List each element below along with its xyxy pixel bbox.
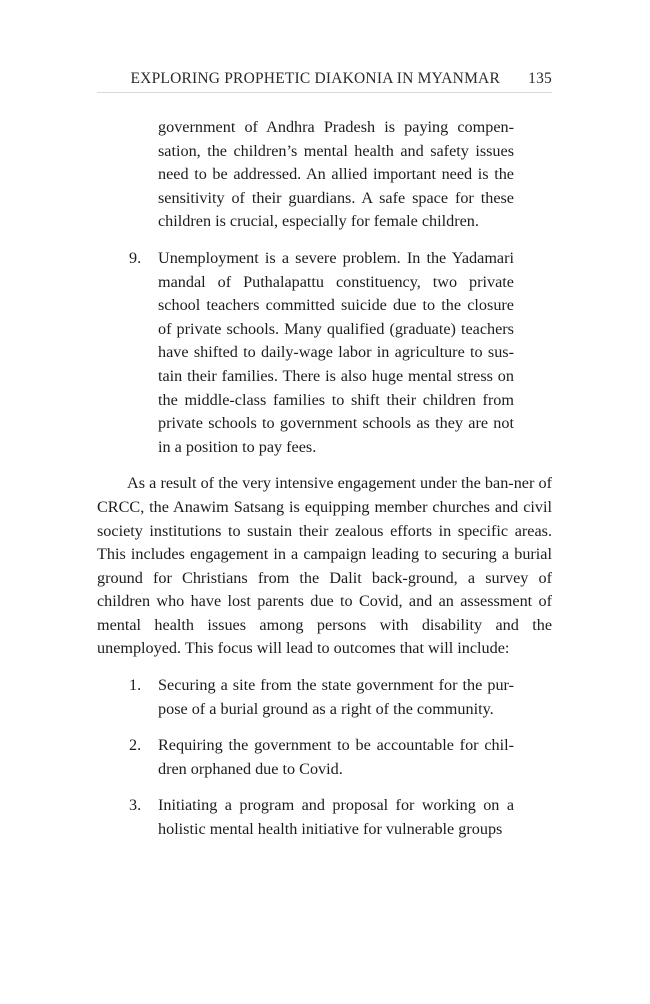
list-item-number: 9. (129, 248, 142, 267)
outcome-item-2 (97, 734, 514, 781)
outcome-item-3 (97, 794, 514, 841)
list-item-number: 1. (129, 676, 142, 695)
list-item-text: Initiating a program and proposal for working on a holistic mental health initiative for vulnerable groups (158, 796, 514, 839)
running-header (97, 68, 552, 93)
list-item-text: Requiring the government to be accountable for chil-dren orphaned due to Covid. (158, 736, 514, 778)
list-item-9 (97, 247, 514, 459)
page-body (97, 116, 552, 842)
list-item-text: Securing a site from the state government for the pur-pose of a burial ground as a right of the community. (158, 676, 514, 718)
list-item-continuation (97, 116, 514, 234)
outcome-item-1 (97, 674, 514, 721)
list-item-number: 3. (129, 796, 142, 815)
list-item-text: Unemployment is a severe problem. In the Yadamari mandal of Puthalapattu constituency, two private school teachers committed suicide due to the closure of private schools. Many qualified (graduate) teachers have shifted to daily-wage labor in agriculture to sus-tain their families. There is also huge mental stress on the middle-class families to shift their children from private schools to government schools as they are not in a position to pay fees. (158, 248, 514, 456)
running-title: EXPLORING PROPHETIC DIAKONIA IN MYANMAR (130, 70, 500, 87)
list-item-text: government of Andhra Pradesh is paying compen-sation, the children’s mental health and safety issues need to be addressed. An allied important need is the sensitivity of their guardians. A safe space for these children is crucial, especially for female children. (158, 118, 514, 231)
page-number: 135 (528, 70, 552, 87)
body-paragraph: As a result of the very intensive engagement under the ban-ner of CRCC, the Anawim Satsang is equipping member churches and civil society institutions to sustain their zealous efforts in specific areas. This includes engagement in a campaign leading to securing a burial ground for Christians from the Dalit back-ground, a survey of children who have lost parents due to Covid, and an assessment of mental health issues among persons with disability and the unemployed. This focus will lead to outcomes that will include: (97, 474, 552, 658)
list-item-number: 2. (129, 736, 142, 755)
